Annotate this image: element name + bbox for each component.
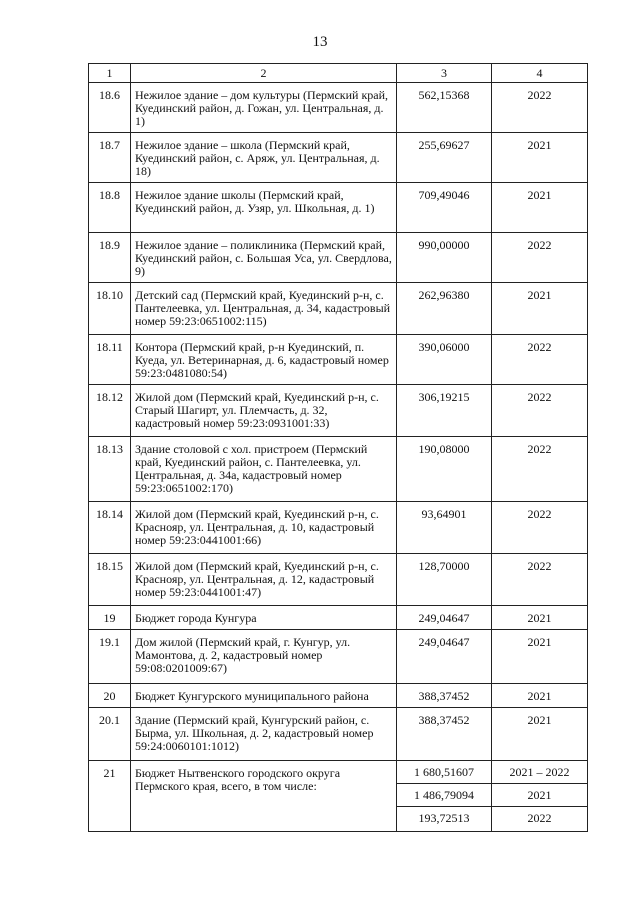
sub-value: 1 680,51607 xyxy=(414,765,474,779)
row-year: 2021 xyxy=(492,133,588,183)
table-row xyxy=(89,708,588,761)
row-year: 2021 xyxy=(492,684,588,708)
row-number: 18.13 xyxy=(89,437,131,502)
row-description: Нежилое здание школы (Пермский край, Куединский район, д. Узяр, ул. Школьная, д. 1) xyxy=(131,183,397,233)
table-row xyxy=(89,83,588,133)
table-row xyxy=(89,437,588,502)
row-year: 2021 xyxy=(492,183,588,233)
row-description: Нежилое здание – дом культуры (Пермский край, Куединский район, д. Гожан, ул. Центральная, д. 1) xyxy=(131,83,397,133)
table-row xyxy=(89,183,588,233)
table-row xyxy=(89,283,588,335)
row-year: 2022 xyxy=(492,385,588,437)
row-value: 93,64901 xyxy=(397,502,492,554)
sub-year: 2022 xyxy=(492,806,587,831)
row-year: 2022 xyxy=(492,502,588,554)
row-year: 2022 xyxy=(492,437,588,502)
header-col-1: 1 xyxy=(89,64,131,83)
sub-year: 2021 – 2022 xyxy=(509,765,570,779)
header-col-4: 4 xyxy=(492,64,588,83)
row-value: 249,04647 xyxy=(397,630,492,684)
row-year: 2022 xyxy=(492,554,588,606)
row-year: 2022 xyxy=(492,233,588,283)
row-description: Нежилое здание – школа (Пермский край, Куединский район, с. Аряж, ул. Центральная, д. 18) xyxy=(131,133,397,183)
row-year: 2022 xyxy=(492,335,588,385)
budget-table xyxy=(88,63,588,832)
row-value: 249,04647 xyxy=(397,606,492,630)
row-year: 2021 xyxy=(492,708,588,761)
header-col-3: 3 xyxy=(397,64,492,83)
row-value: 990,00000 xyxy=(397,233,492,283)
row-number: 18.10 xyxy=(89,283,131,335)
row-number: 18.15 xyxy=(89,554,131,606)
row-year: 2021 xyxy=(492,283,588,335)
row-description: Жилой дом (Пермский край, Куединский р-н, с. Краснояр, ул. Центральная, д. 10, кадастровый номер 59:23:0441001:66) xyxy=(131,502,397,554)
page-number: 13 xyxy=(312,34,328,50)
row-description: Здание (Пермский край, Кунгурский район, с. Бырма, ул. Школьная, д. 2, кадастровый номер 59:24:0060101:1012) xyxy=(131,708,397,761)
sub-value: 193,72513 xyxy=(397,806,491,831)
row-value: 262,96380 xyxy=(397,283,492,335)
row-description: Детский сад (Пермский край, Куединский р-н, с. Пантелеевка, ул. Центральная, д. 34, кадастровый номер 59:23:0651002:115) xyxy=(131,283,397,335)
row-description: Жилой дом (Пермский край, Куединский р-н, с. Старый Шагирт, ул. Племчасть, д. 32, кадастровый номер 59:23:0931001:33) xyxy=(131,385,397,437)
row-description: Бюджет Нытвенского городского округа Пермского края, всего, в том числе: xyxy=(131,761,397,832)
table-row xyxy=(89,133,588,183)
header-col-2: 2 xyxy=(131,64,397,83)
table-header-row xyxy=(89,64,588,83)
row-value: 388,37452 xyxy=(397,684,492,708)
row-description: Дом жилой (Пермский край, г. Кунгур, ул. Мамонтова, д. 2, кадастровый номер 59:08:0201009:67) xyxy=(131,630,397,684)
row-number: 18.11 xyxy=(89,335,131,385)
row-description: Нежилое здание – поликлиника (Пермский край, Куединский район, с. Большая Уса, ул. Свердлова, 9) xyxy=(131,233,397,283)
table-row xyxy=(89,335,588,385)
table-row xyxy=(89,554,588,606)
row-value: 390,06000 xyxy=(397,335,492,385)
row-description: Жилой дом (Пермский край, Куединский р-н, с. Краснояр, ул. Центральная, д. 12, кадастровый номер 59:23:0441001:47) xyxy=(131,554,397,606)
row-value-group xyxy=(397,761,492,832)
row-value: 709,49046 xyxy=(397,183,492,233)
row-description: Здание столовой с хол. пристроем (Пермский край, Куединский район, с. Пантелеевка, ул. Центральная, д. 34а, кадастровый номер 59:23:0651002:170) xyxy=(131,437,397,502)
row-year: 2021 xyxy=(492,630,588,684)
table-row xyxy=(89,233,588,283)
row-number: 20.1 xyxy=(89,708,131,761)
row-year: 2021 xyxy=(492,606,588,630)
row-year-group xyxy=(492,761,588,832)
row-value: 128,70000 xyxy=(397,554,492,606)
table-row xyxy=(89,385,588,437)
table-row-total xyxy=(89,761,588,832)
row-number: 21 xyxy=(89,761,131,832)
table-row xyxy=(89,606,588,630)
row-description: Бюджет города Кунгура xyxy=(131,606,397,630)
row-value: 388,37452 xyxy=(397,708,492,761)
table-row xyxy=(89,684,588,708)
row-number: 18.6 xyxy=(89,83,131,133)
row-number: 20 xyxy=(89,684,131,708)
table-row xyxy=(89,502,588,554)
row-number: 18.7 xyxy=(89,133,131,183)
row-description: Контора (Пермский край, р-н Куединский, п. Куеда, ул. Ветеринарная, д. 6, кадастровый номер 59:23:0481080:54) xyxy=(131,335,397,385)
row-year: 2022 xyxy=(492,83,588,133)
table-row xyxy=(89,630,588,684)
sub-value: 1 486,79094 xyxy=(397,783,491,806)
row-number: 19 xyxy=(89,606,131,630)
row-value: 190,08000 xyxy=(397,437,492,502)
row-value: 306,19215 xyxy=(397,385,492,437)
row-number: 18.14 xyxy=(89,502,131,554)
row-value: 255,69627 xyxy=(397,133,492,183)
row-number: 19.1 xyxy=(89,630,131,684)
row-value: 562,15368 xyxy=(397,83,492,133)
sub-year: 2021 xyxy=(492,783,587,806)
row-description: Бюджет Кунгурского муниципального района xyxy=(131,684,397,708)
row-number: 18.9 xyxy=(89,233,131,283)
row-number: 18.12 xyxy=(89,385,131,437)
row-number: 18.8 xyxy=(89,183,131,233)
